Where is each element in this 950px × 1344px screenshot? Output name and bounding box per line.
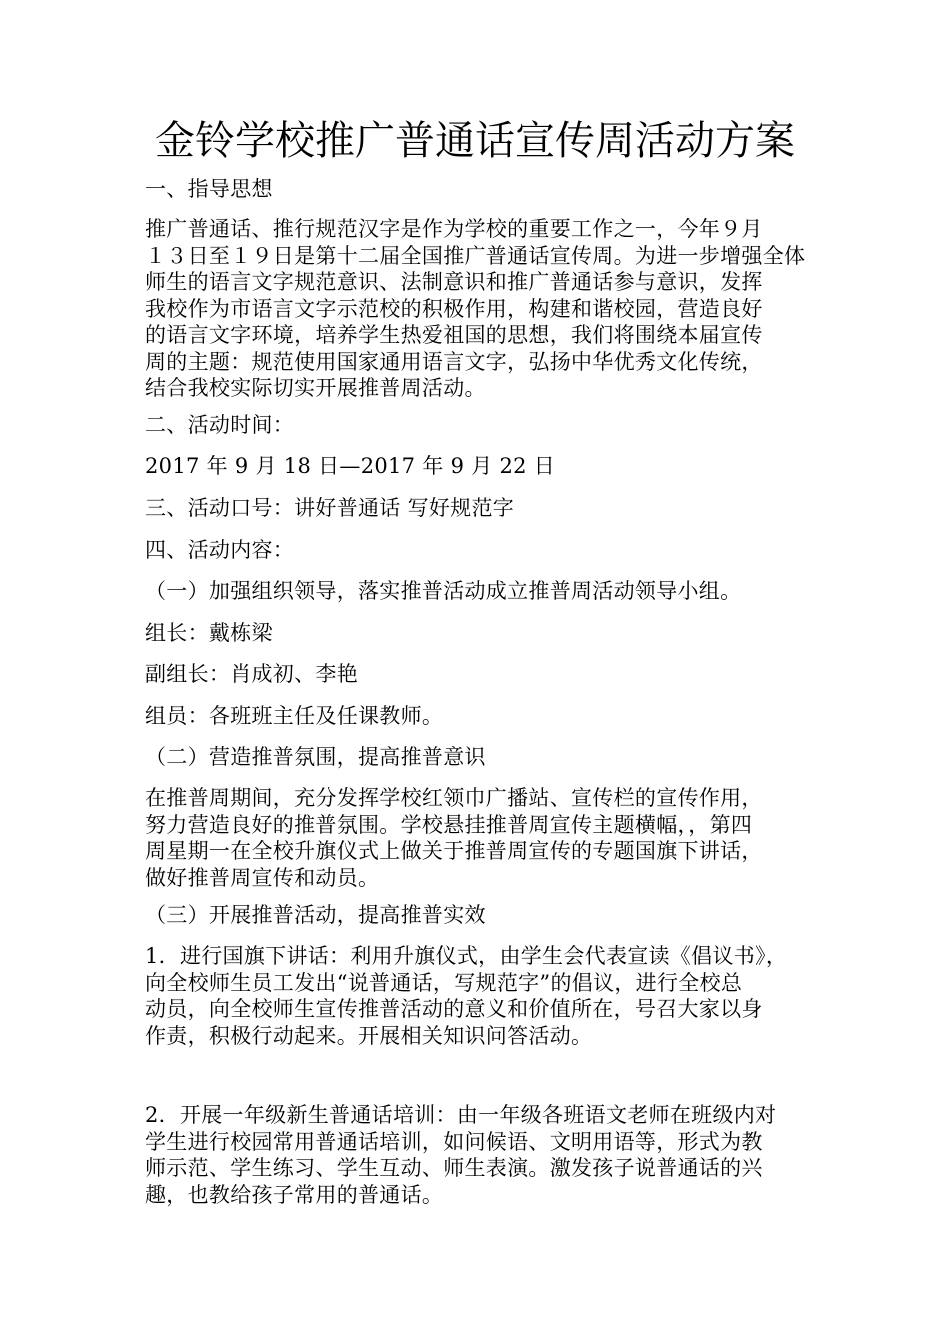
text-line: 组员：各班班主任及任课教师。 (145, 704, 444, 728)
text-line: 学生进行校园常用普通话培训，如问候语、文明用语等，形式为教 (145, 1129, 763, 1154)
text-line: 1．进行国旗下讲话：利用升旗仪式，由学生会代表宣读《倡议书》， (145, 944, 788, 968)
text-line: 师生的语言文字规范意识、法制意识和推广普通话参与意识，发挥 (145, 270, 763, 294)
text-line: 二、活动时间： (145, 413, 295, 437)
text-line: 在推普周期间，充分发挥学校红领巾广播站、宣传栏的宣传作用， (145, 786, 763, 810)
text-line: （三）开展推普活动，提高推普实效 (145, 903, 486, 927)
text-line: 努力营造良好的推普氛围。学校悬挂推普周宣传主题横幅，，第四 (145, 812, 753, 837)
subheading-atmosphere (145, 744, 835, 771)
text-line: （一）加强组织领导，落实推普活动成立推普周活动领导小组。 (145, 579, 742, 603)
document-title: 金铃学校推广普通话宣传周活动方案 (155, 118, 795, 164)
text-line: 组长：戴栋梁 (145, 621, 273, 645)
heading-activity-content (145, 537, 835, 564)
text-line: 趣，也教给孩子常用的普通话。 (145, 1182, 444, 1207)
text-line: 四、活动内容： (145, 538, 295, 562)
heading-guiding-ideology (145, 176, 835, 203)
subheading-organization (145, 578, 835, 605)
subheading-activities (145, 902, 835, 929)
team-leader (145, 620, 835, 647)
text-line: 结合我校实际切实开展推普周活动。 (145, 376, 486, 400)
text-line: 推广普通话、推行规范汉字是作为学校的重要工作之一，今年９月 (145, 217, 763, 241)
text-line: 我校作为市语言文字示范校的积极作用，构建和谐校园，营造良好 (145, 296, 763, 321)
paragraph-flag-speech (145, 943, 835, 1049)
heading-activity-slogan (145, 495, 835, 522)
text-line: 2017 年 9 月 18 日—2017 年 9 月 22 日 (145, 454, 556, 478)
text-line: 做好推普周宣传和动员。 (145, 865, 380, 890)
paragraph-freshman-training (145, 1102, 835, 1208)
text-line: 三、活动口号：讲好普通话 写好规范字 (145, 496, 515, 520)
text-line: 的语言文字环境，培养学生热爱祖国的思想，我们将围绕本届宣传 (145, 323, 763, 347)
paragraph-atmosphere (145, 785, 835, 891)
text-line: 副组长：肖成初、李艳 (145, 662, 358, 686)
team-deputy-leaders (145, 661, 835, 688)
text-line: 2．开展一年级新生普通话培训：由一年级各班语文老师在班级内对 (145, 1103, 777, 1127)
activity-date-range (145, 453, 835, 480)
text-line: １３日至１９日是第十二届全国推广普通话宣传周。为进一步增强全体 (145, 243, 806, 268)
text-line: 周的主题：规范使用国家通用语言文字，弘扬中华优秀文化传统， (145, 349, 763, 374)
text-line: 向全校师生员工发出“说普通话，写规范字”的倡议，进行全校总 (145, 970, 743, 995)
paragraph-guiding-ideology (145, 216, 835, 402)
text-line: 师示范、学生练习、学生互动、师生表演。激发孩子说普通话的兴 (145, 1156, 763, 1180)
text-line: 动员，向全校师生宣传推普活动的意义和价值所在，号召大家以身 (145, 997, 763, 1021)
text-line: 作责，积极行动起来。开展相关知识问答活动。 (145, 1023, 593, 1048)
text-line: （二）营造推普氛围，提高推普意识 (145, 745, 486, 769)
heading-activity-time (145, 412, 835, 439)
team-members (145, 703, 835, 730)
text-line: 周星期一在全校升旗仪式上做关于推普周宣传的专题国旗下讲话， (145, 839, 763, 863)
text-line: 一、指导思想 (145, 177, 273, 201)
